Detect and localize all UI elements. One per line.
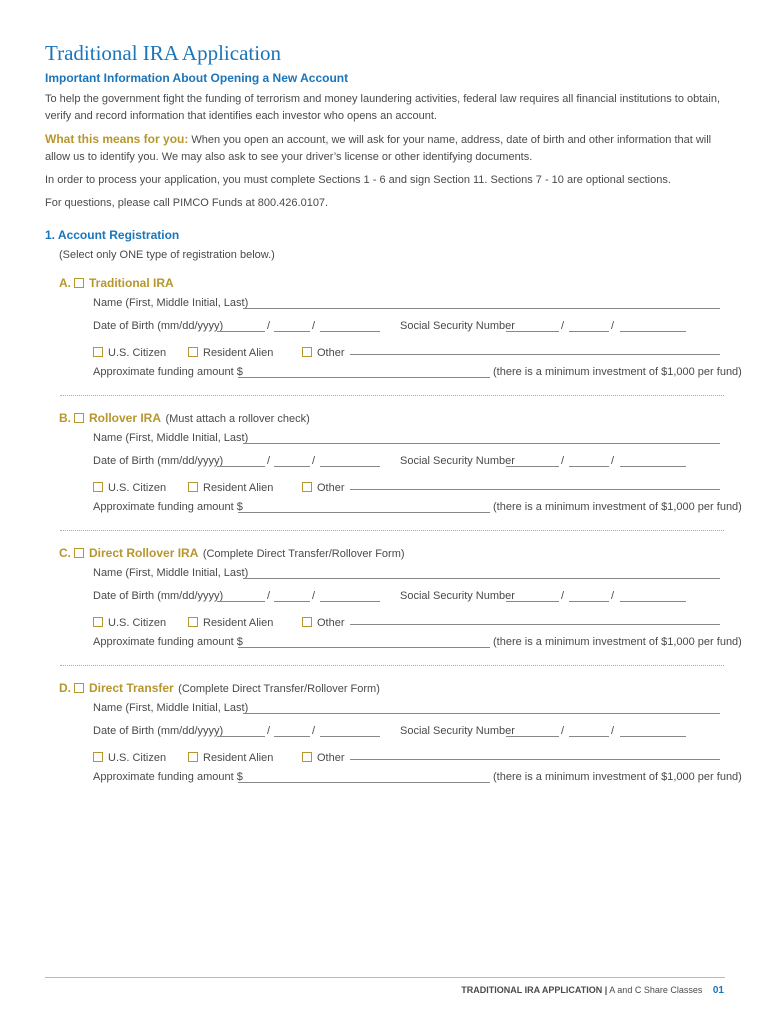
funding-amount-field[interactable] [238, 512, 490, 513]
us-citizen-label: U.S. Citizen [108, 347, 167, 359]
ssn-separator: / [611, 455, 615, 467]
option-divider [60, 665, 724, 666]
registration-type-checkbox[interactable] [74, 683, 84, 693]
ssn-separator: / [611, 320, 615, 332]
ssn-separator: / [561, 455, 565, 467]
other-field[interactable] [350, 489, 720, 490]
ssn-separator: / [561, 320, 565, 332]
section-1-title: 1. Account Registration [45, 228, 180, 242]
ssn-part3-field[interactable] [620, 331, 686, 332]
dob-month-field[interactable] [217, 331, 265, 332]
citizenship-option [90, 613, 166, 631]
minimum-investment-note: (there is a minimum investment of $1,000 per fund) [493, 501, 742, 513]
ssn-label: Social Security Number [400, 590, 515, 602]
footer-page-number: 01 [712, 985, 724, 996]
option-title: Traditional IRA [89, 276, 174, 290]
ssn-separator: / [561, 725, 565, 737]
other-field[interactable] [350, 354, 720, 355]
registration-type-checkbox[interactable] [74, 413, 84, 423]
option-letter: D. [59, 681, 71, 695]
registration-type-checkbox[interactable] [74, 548, 84, 558]
registration-option [59, 274, 174, 292]
dob-label: Date of Birth (mm/dd/yyyy) [93, 455, 224, 467]
citizenship-option [90, 748, 166, 766]
ssn-label: Social Security Number [400, 725, 515, 737]
funding-label: Approximate funding amount $ [93, 501, 243, 513]
us-citizen-label: U.S. Citizen [108, 752, 167, 764]
name-label: Name (First, Middle Initial, Last) [93, 702, 249, 714]
dob-label: Date of Birth (mm/dd/yyyy) [93, 725, 224, 737]
date-separator: / [267, 590, 271, 602]
ssn-separator: / [611, 725, 615, 737]
option-letter: A. [59, 276, 71, 290]
ssn-part2-field[interactable] [569, 601, 609, 602]
name-label: Name (First, Middle Initial, Last) [93, 567, 249, 579]
resident-alien-label: Resident Alien [203, 347, 274, 359]
questions-paragraph: For questions, please call PIMCO Funds at 800.426.0107. [45, 197, 329, 209]
funding-label: Approximate funding amount $ [93, 771, 243, 783]
resident-alien-label: Resident Alien [203, 752, 274, 764]
name-field[interactable] [243, 308, 720, 309]
option-letter: B. [59, 411, 71, 425]
date-separator: / [312, 590, 316, 602]
process-paragraph: In order to process your application, you must complete Sections 1 - 6 and sign Section 11. Sections 7 - 10 are optional sections. [45, 174, 671, 186]
other-checkbox[interactable] [302, 347, 312, 357]
ssn-part2-field[interactable] [569, 736, 609, 737]
registration-type-checkbox[interactable] [74, 278, 84, 288]
what-this-means-paragraph [45, 131, 735, 166]
ssn-part1-field[interactable] [506, 466, 559, 467]
dob-year-field[interactable] [320, 736, 380, 737]
other-checkbox[interactable] [302, 617, 312, 627]
ssn-part1-field[interactable] [506, 736, 559, 737]
option-title: Direct Transfer [89, 681, 174, 695]
citizenship-option [90, 343, 166, 361]
dob-label: Date of Birth (mm/dd/yyyy) [93, 320, 224, 332]
other-field[interactable] [350, 624, 720, 625]
citizenship-option [90, 478, 166, 496]
citizenship-option [185, 613, 273, 631]
other-label: Other [317, 617, 345, 629]
resident-alien-checkbox[interactable] [188, 482, 198, 492]
registration-option [59, 409, 310, 427]
name-field[interactable] [243, 443, 720, 444]
dob-day-field[interactable] [274, 601, 310, 602]
minimum-investment-note: (there is a minimum investment of $1,000 per fund) [493, 771, 742, 783]
citizenship-option [185, 343, 273, 361]
funding-amount-field[interactable] [238, 647, 490, 648]
footer-share-classes: A and C Share Classes [609, 985, 703, 995]
other-label: Other [317, 482, 345, 494]
dob-year-field[interactable] [320, 466, 380, 467]
dob-month-field[interactable] [217, 601, 265, 602]
option-note: (Complete Direct Transfer/Rollover Form) [202, 548, 405, 560]
citizenship-option [299, 343, 345, 361]
name-label: Name (First, Middle Initial, Last) [93, 432, 249, 444]
option-note: (Complete Direct Transfer/Rollover Form) [178, 683, 380, 695]
other-field[interactable] [350, 759, 720, 760]
footer-doc-name: TRADITIONAL IRA APPLICATION [461, 985, 603, 995]
ssn-separator: / [561, 590, 565, 602]
dob-year-field[interactable] [320, 601, 380, 602]
resident-alien-checkbox[interactable] [188, 752, 198, 762]
ssn-part1-field[interactable] [506, 331, 559, 332]
name-label: Name (First, Middle Initial, Last) [93, 297, 249, 309]
ssn-part3-field[interactable] [620, 601, 686, 602]
funding-label: Approximate funding amount $ [93, 366, 243, 378]
dob-day-field[interactable] [274, 466, 310, 467]
dob-month-field[interactable] [217, 736, 265, 737]
ssn-label: Social Security Number [400, 320, 515, 332]
ssn-part2-field[interactable] [569, 331, 609, 332]
us-citizen-checkbox[interactable] [93, 347, 103, 357]
ssn-separator: / [611, 590, 615, 602]
other-label: Other [317, 752, 345, 764]
resident-alien-checkbox[interactable] [188, 347, 198, 357]
dob-year-field[interactable] [320, 331, 380, 332]
minimum-investment-note: (there is a minimum investment of $1,000 per fund) [493, 636, 742, 648]
citizenship-option [185, 748, 273, 766]
option-divider [60, 395, 724, 396]
date-separator: / [267, 320, 271, 332]
option-note: (Must attach a rollover check) [165, 413, 310, 425]
registration-option [59, 544, 405, 562]
dob-day-field[interactable] [274, 331, 310, 332]
us-citizen-checkbox[interactable] [93, 617, 103, 627]
important-info-heading: Important Information About Opening a New Account [45, 71, 349, 85]
what-this-means-text: When you open an account, we will ask for your name, address, date of birth and other information that will allow us to identify you. We may also ask to see your driver’s license or other identifying documents. [45, 134, 712, 163]
date-separator: / [312, 320, 316, 332]
date-separator: / [267, 725, 271, 737]
us-citizen-checkbox[interactable] [93, 482, 103, 492]
name-field[interactable] [243, 713, 720, 714]
option-title: Direct Rollover IRA [89, 546, 199, 560]
minimum-investment-note: (there is a minimum investment of $1,000 per fund) [493, 366, 742, 378]
funding-label: Approximate funding amount $ [93, 636, 243, 648]
dob-label: Date of Birth (mm/dd/yyyy) [93, 590, 224, 602]
footer-rule [45, 977, 725, 978]
name-field[interactable] [243, 578, 720, 579]
option-title: Rollover IRA [89, 411, 162, 425]
resident-alien-checkbox[interactable] [188, 617, 198, 627]
option-letter: C. [59, 546, 71, 560]
ssn-part3-field[interactable] [620, 736, 686, 737]
resident-alien-label: Resident Alien [203, 482, 274, 494]
funding-amount-field[interactable] [238, 782, 490, 783]
citizenship-option [185, 478, 273, 496]
us-citizen-label: U.S. Citizen [108, 482, 167, 494]
other-label: Other [317, 347, 345, 359]
date-separator: / [312, 725, 316, 737]
citizenship-option [299, 748, 345, 766]
dob-month-field[interactable] [217, 466, 265, 467]
intro-paragraph: To help the government fight the funding of terrorism and money laundering activities, federal law requires all financial institutions to obtain, verify and record information that identifies each investor who opens an account. [45, 93, 721, 122]
ssn-part2-field[interactable] [569, 466, 609, 467]
us-citizen-label: U.S. Citizen [108, 617, 167, 629]
section-1-note: (Select only ONE type of registration below.) [59, 249, 275, 261]
registration-option [59, 679, 380, 697]
dob-day-field[interactable] [274, 736, 310, 737]
resident-alien-label: Resident Alien [203, 617, 274, 629]
date-separator: / [312, 455, 316, 467]
citizenship-option [299, 478, 345, 496]
page-footer [461, 985, 724, 996]
option-divider [60, 530, 724, 531]
what-this-means-label: What this means for you: [45, 132, 189, 146]
footer-separator: | [604, 985, 608, 995]
other-checkbox[interactable] [302, 752, 312, 762]
other-checkbox[interactable] [302, 482, 312, 492]
ssn-part1-field[interactable] [506, 601, 559, 602]
ssn-label: Social Security Number [400, 455, 515, 467]
date-separator: / [267, 455, 271, 467]
funding-amount-field[interactable] [238, 377, 490, 378]
us-citizen-checkbox[interactable] [93, 752, 103, 762]
citizenship-option [299, 613, 345, 631]
page-title: Traditional IRA Application [45, 41, 282, 65]
ssn-part3-field[interactable] [620, 466, 686, 467]
